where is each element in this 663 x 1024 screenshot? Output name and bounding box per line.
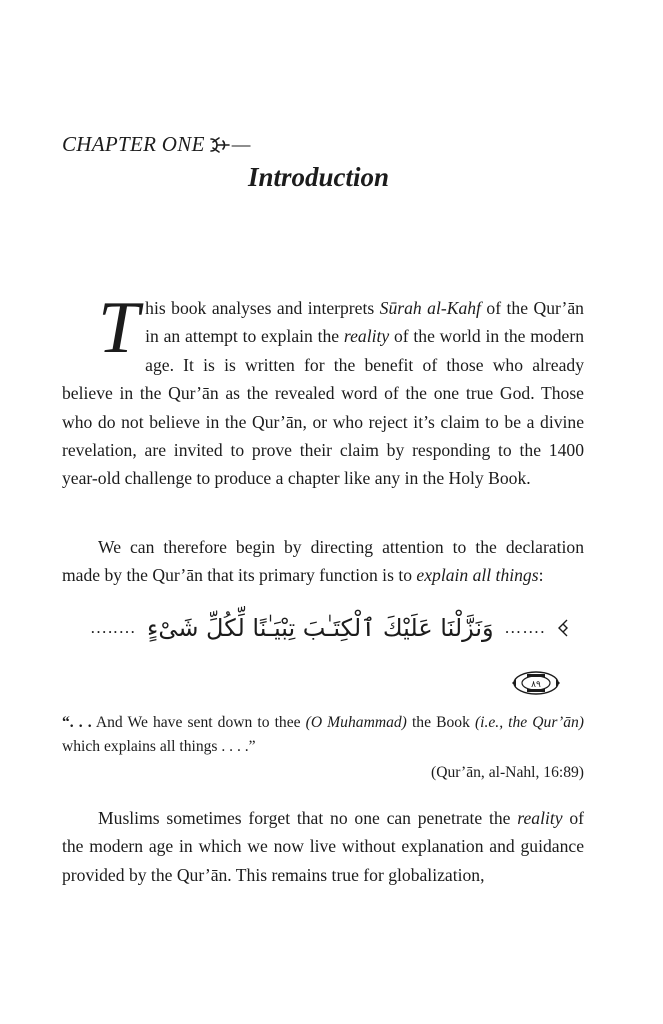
verse-open-ornament-icon xyxy=(556,618,570,638)
paragraph-text: of the modern age in which we now live without explanation and guidance provided by the Qur’ān. This remains true for globalization, xyxy=(62,808,584,885)
verse-number-marker-icon xyxy=(510,670,562,696)
verse-trailing-dots: …..… xyxy=(90,618,137,637)
translation-text: And We have sent down to thee xyxy=(91,714,306,731)
verse-number: ٨٩ xyxy=(531,680,541,690)
chapter-heading xyxy=(62,132,251,157)
translation-text: the Book xyxy=(406,714,475,731)
translation-text: which explains all things . . . .” xyxy=(62,738,256,755)
paragraph-declaration xyxy=(62,533,584,590)
translation-emphasis: (O Muhammad) xyxy=(305,714,407,731)
chapter-label: CHAPTER ONE xyxy=(62,132,205,156)
arabic-verse xyxy=(90,606,570,650)
emphasis-text: Sūrah al-Kahf xyxy=(379,298,481,318)
emphasis-text: explain all things xyxy=(416,565,539,586)
emphasis-text: reality xyxy=(517,808,563,828)
paragraph-text: of the Qur’ān in an attempt to explain the xyxy=(145,298,584,347)
paragraph-text: We can therefore begin by directing attention to the declaration made by the Qur’ān that its primary function is to xyxy=(62,537,584,586)
paragraph-muslims xyxy=(62,804,584,889)
verse-reference: (Qur’ān, al-Nahl, 16:89) xyxy=(431,764,584,781)
translation-emphasis: (i.e., the Qur’ān) xyxy=(474,714,584,731)
paragraph-text: of the world in the modern age. It is is written for the benefit of those who already believe in the Qur’ān as the revealed word of the one true God. Those who do not believe in the Qur’ān, or who reject it’s claim to be a divine revelation, are invited to prove their claim by responding to the 1400 year-old challenge to produce a chapter like any in the Holy Book. xyxy=(62,326,584,489)
verse-translation xyxy=(62,711,584,759)
emphasis-text: reality xyxy=(343,326,390,347)
drop-cap: T xyxy=(98,287,140,369)
ornament-icon xyxy=(209,136,231,154)
paragraph-intro xyxy=(62,287,584,493)
verse-leading-dots: ……. xyxy=(504,618,546,637)
paragraph-text: his book analyses and interprets xyxy=(145,298,380,318)
paragraph-text: Muslims sometimes forget that no one can penetrate the xyxy=(98,808,518,828)
chapter-title: Introduction xyxy=(248,162,390,192)
arabic-verse-text: وَنَزَّلْنَا عَلَيْكَ ٱلْكِتَـٰبَ تِبْيَـٰنًا لِّكُلِّ شَىْءٍ xyxy=(147,614,494,642)
chapter-dash: — xyxy=(231,132,251,156)
paragraph-text: : xyxy=(538,565,544,586)
quote-open: “. . . xyxy=(62,714,92,731)
